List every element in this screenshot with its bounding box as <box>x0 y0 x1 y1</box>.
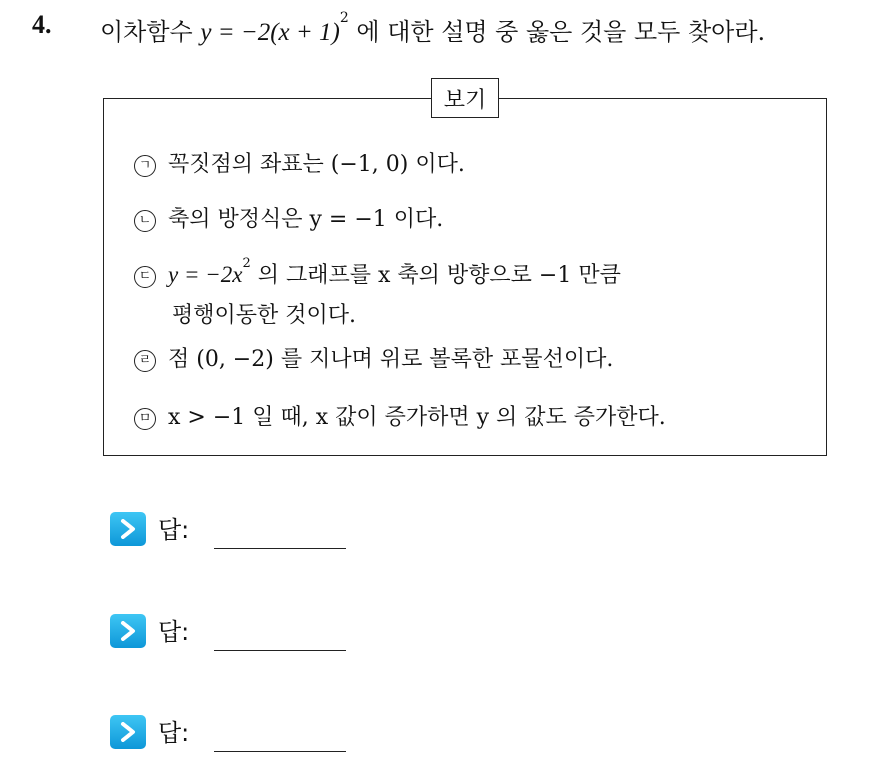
chevron-right-icon <box>110 614 146 648</box>
circled-mark-icon: ㅁ <box>134 408 156 430</box>
circled-mark-icon: ㄹ <box>134 350 156 372</box>
answer-blank[interactable] <box>214 548 346 549</box>
answer-blank[interactable] <box>214 650 346 651</box>
bogi-item-text: 꼭짓점의 좌표는 (−1, 0) 이다. <box>168 152 465 177</box>
bogi-item-text: 점 (0, −2) 를 지나며 위로 볼록한 포물선이다. <box>168 347 614 372</box>
question-number: 4. <box>32 10 52 39</box>
bogi-item-1 <box>134 147 465 178</box>
bogi-item-3 <box>134 258 621 289</box>
bogi-item-math: y = −2x <box>168 262 243 287</box>
chevron-right-icon <box>110 715 146 749</box>
bogi-item-text: 축의 방정식은 y = −1 이다. <box>168 207 444 232</box>
circled-mark-icon: ㄷ <box>134 266 156 288</box>
answer-blank[interactable] <box>214 751 346 752</box>
circled-mark-icon: ㄱ <box>134 155 156 177</box>
question-text-after: 에 대한 설명 중 옳은 것을 모두 찾아라. <box>348 18 766 46</box>
question-text <box>100 12 765 47</box>
bogi-item-exponent: 2 <box>242 256 251 271</box>
bogi-item-3-continued: 평행이동한 것이다. <box>172 303 357 328</box>
bogi-item-4 <box>134 342 613 373</box>
chevron-right-icon <box>110 512 146 546</box>
question-math: y = −2(x + 1) <box>200 19 340 46</box>
bogi-item-text: 의 그래프를 x 축의 방향으로 −1 만큼 <box>250 263 621 288</box>
circled-mark-icon: ㄴ <box>134 210 156 232</box>
question-text-before: 이차함수 <box>100 18 201 46</box>
bogi-item-2 <box>134 202 443 233</box>
answer-label: 답: <box>158 516 190 544</box>
bogi-title: 보기 <box>431 78 499 118</box>
question-exponent: 2 <box>339 10 349 26</box>
answer-label: 답: <box>158 719 190 747</box>
bogi-item-text: x > −1 일 때, x 값이 증가하면 y 의 값도 증가한다. <box>168 405 666 430</box>
bogi-item-5 <box>134 400 666 431</box>
answer-label: 답: <box>158 618 190 646</box>
